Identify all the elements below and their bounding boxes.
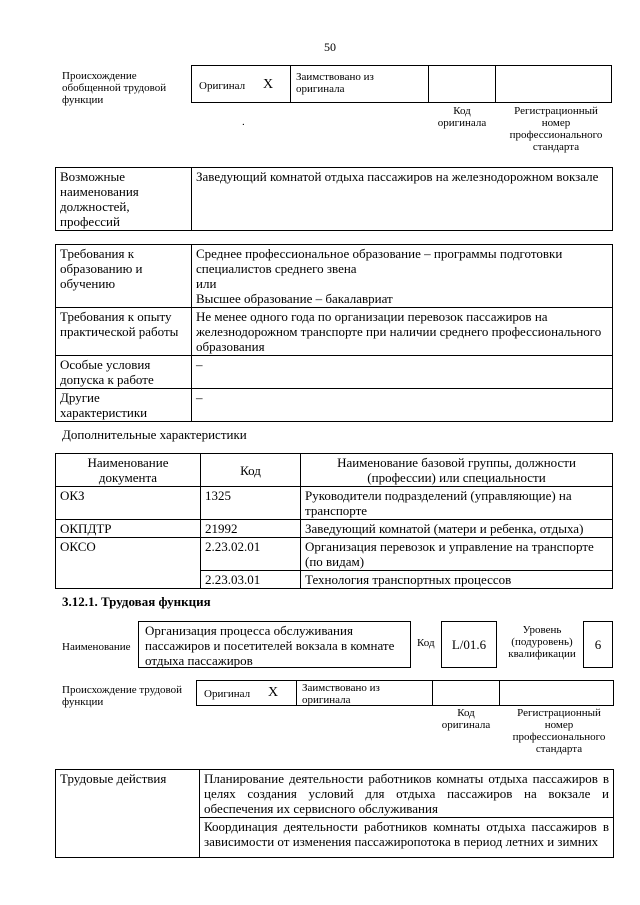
header-code: Код xyxy=(201,454,301,487)
original-mark: X xyxy=(263,77,274,92)
table-row xyxy=(56,487,613,520)
function-name-value: Организация процесса обслуживания пассажиров и посетителей вокзала в комнате отдыха пассажиров xyxy=(138,621,411,668)
row-name: Организация перевозок и управление на транспорте (по видам) xyxy=(301,538,613,571)
requirements-table xyxy=(55,244,613,422)
row-code: 21992 xyxy=(201,520,301,538)
level-value: 6 xyxy=(583,621,613,668)
row-doc: ОКСО xyxy=(56,538,201,571)
experience-value: Не менее одного года по организации перевозок пассажиров на железнодорожном транспорте при наличии среднего профессионального образования xyxy=(192,308,613,356)
labor-action-item: Координация деятельности работников комнаты отдыха пассажиров в зависимости от изменения пассажиропотока в период летних и зимних xyxy=(200,818,614,858)
row-name: Руководители подразделений (управляющие) на транспорте xyxy=(301,487,613,520)
other-characteristics-label: Другие характеристики xyxy=(56,389,192,422)
education-value-3: Высшее образование – бакалавриат xyxy=(196,291,393,306)
row-name: Технология транспортных процессов xyxy=(301,571,613,589)
original2-mark: X xyxy=(268,685,279,700)
function-name-label: Наименование xyxy=(62,641,131,653)
function-code-value: L/01.6 xyxy=(441,621,497,668)
original2-label: Оригинал xyxy=(204,688,251,700)
function-heading: 3.12.1. Трудовая функция xyxy=(62,594,211,609)
education-value-1: Среднее профессиональное образование – программы подготовки специалистов среднего звена xyxy=(196,246,563,276)
additional-table xyxy=(55,453,613,589)
labor-actions-table xyxy=(55,769,614,858)
experience-label: Требования к опыту практической работы xyxy=(56,308,192,356)
stray-dot: . xyxy=(242,116,245,128)
borrowed-label: Заимствовано из оригинала xyxy=(296,71,374,95)
education-value-2: или xyxy=(196,276,217,291)
table-row xyxy=(56,571,613,589)
education-value xyxy=(192,245,613,308)
labor-action-item: Планирование деятельности работников комнаты отдыха пассажиров в целях создания условий для отдыха пассажиров на вокзале и обеспечения их сервисного обслуживания xyxy=(200,770,614,818)
table-row xyxy=(56,520,613,538)
possible-names-table xyxy=(55,167,613,231)
row-name: Заведующий комнатой (матери и ребенка, отдыха) xyxy=(301,520,613,538)
function-code-label: Код xyxy=(417,637,435,649)
code-original2-label: Код оригинала xyxy=(441,707,491,731)
borrowed2-label: Заимствовано из оригинала xyxy=(302,682,380,706)
row-code: 1325 xyxy=(201,487,301,520)
other-characteristics-value: – xyxy=(192,389,613,422)
row-doc xyxy=(56,571,201,589)
level-label: Уровень (подуровень) квалификации xyxy=(508,624,576,660)
row-code: 2.23.03.01 xyxy=(201,571,301,589)
additional-heading: Дополнительные характеристики xyxy=(62,427,247,442)
origin-label: Происхождение обобщенной трудовой функции xyxy=(62,70,167,106)
page-number: 50 xyxy=(324,40,336,54)
education-label: Требования к образованию и обучению xyxy=(56,245,192,308)
header-document: Наименование документа xyxy=(56,454,201,487)
original-label: Оригинал xyxy=(199,80,246,92)
table-row xyxy=(56,538,613,571)
origin2-label: Происхождение трудовой функции xyxy=(62,684,183,708)
code-original-label: Код оригинала xyxy=(437,105,487,129)
header-name: Наименование базовой группы, должности (профессии) или специальности xyxy=(301,454,613,487)
row-doc: ОКЗ xyxy=(56,487,201,520)
possible-names-value: Заведующий комнатой отдыха пассажиров на железнодорожном вокзале xyxy=(192,168,613,231)
row-doc: ОКПДТР xyxy=(56,520,201,538)
special-conditions-label: Особые условия допуска к работе xyxy=(56,356,192,389)
special-conditions-value: – xyxy=(192,356,613,389)
labor-actions-label: Трудовые действия xyxy=(56,770,200,858)
row-code: 2.23.02.01 xyxy=(201,538,301,571)
reg-number2-label: Регистрационный номер профессионального стандарта xyxy=(512,707,606,755)
reg-number-label: Регистрационный номер профессионального стандарта xyxy=(509,105,603,153)
possible-names-label: Возможные наименования должностей, профессий xyxy=(56,168,192,231)
